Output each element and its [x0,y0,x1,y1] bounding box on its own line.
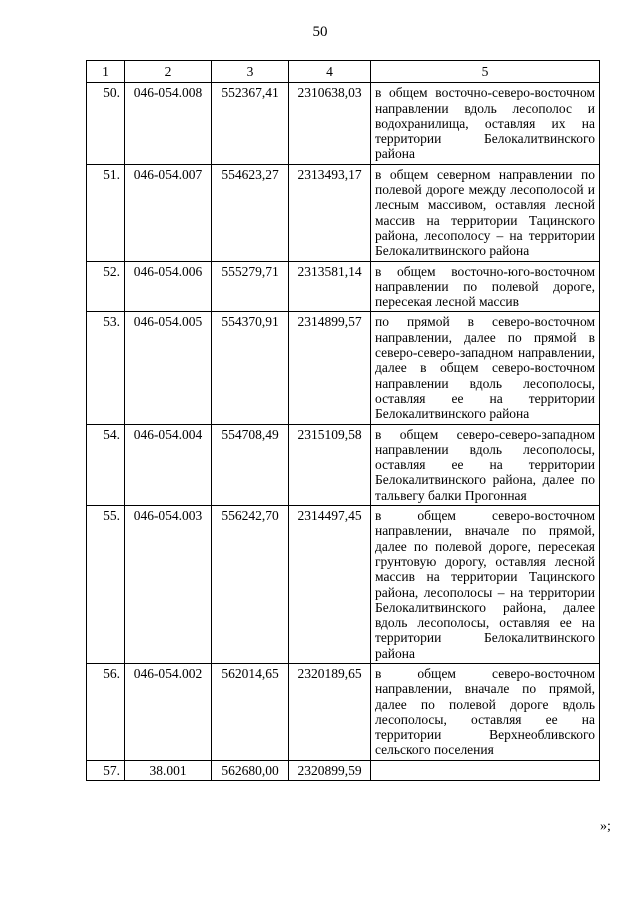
point-id: 046-054.002 [125,663,212,760]
header-cell: 2 [125,61,212,83]
boundary-table [86,60,600,781]
coordinate-y: 2310638,03 [289,83,371,164]
table-header-row [87,61,600,83]
coordinate-y: 2313493,17 [289,164,371,261]
coordinate-y: 2320899,59 [289,760,371,780]
coordinate-y: 2315109,58 [289,424,371,505]
boundary-description: в общем северо-северо-западном направлении вдоль лесополосы, оставляя ее на территории Белокалитвинского района, далее по тальвегу балки Прогонная [371,424,600,505]
row-number: 57. [87,760,125,780]
table-row [87,424,600,505]
row-number: 56. [87,663,125,760]
table-row [87,506,600,664]
boundary-description: в общем северо-восточном направлении, вначале по прямой, далее по полевой дороге, пересекая грунтовую дорогу, оставляя лесной массив на территории Тацинского района, лесополосы – на территории Белокалитвинского района, далее вдоль лесополосы, оставляя ее на территории Белокалитвинского района [371,506,600,664]
coordinate-x: 554370,91 [212,312,289,424]
row-number: 55. [87,506,125,664]
coordinate-x: 555279,71 [212,261,289,312]
coordinate-y: 2314497,45 [289,506,371,664]
coordinate-x: 554708,49 [212,424,289,505]
boundary-description [371,760,600,780]
point-id: 046-054.007 [125,164,212,261]
point-id: 046-054.006 [125,261,212,312]
table-row [87,312,600,424]
table-row [87,760,600,780]
coordinate-x: 556242,70 [212,506,289,664]
row-number: 51. [87,164,125,261]
point-id: 046-054.005 [125,312,212,424]
table-row [87,164,600,261]
boundary-description: в общем северном направлении по полевой дороге между лесополосой и лесным массивом, оставляя лесной массив на территории Тацинского района, лесополосу – на территории Белокалитвинского района [371,164,600,261]
coordinate-y: 2314899,57 [289,312,371,424]
closing-quote-mark: »; [600,819,611,834]
coordinate-y: 2320189,65 [289,663,371,760]
coordinate-x: 562680,00 [212,760,289,780]
header-cell: 1 [87,61,125,83]
row-number: 53. [87,312,125,424]
header-cell: 3 [212,61,289,83]
table-row [87,83,600,164]
point-id: 38.001 [125,760,212,780]
row-number: 52. [87,261,125,312]
point-id: 046-054.004 [125,424,212,505]
coordinate-x: 552367,41 [212,83,289,164]
coordinate-x: 562014,65 [212,663,289,760]
row-number: 54. [87,424,125,505]
coordinate-x: 554623,27 [212,164,289,261]
boundary-description: в общем восточно-юго-восточном направлении по полевой дороге, пересекая лесной массив [371,261,600,312]
point-id: 046-054.003 [125,506,212,664]
table-row [87,261,600,312]
table-row [87,663,600,760]
coordinate-y: 2313581,14 [289,261,371,312]
boundary-description: по прямой в северо-восточном направлении, далее по прямой в северо-северо-западном направлении, далее в общем северо-восточном направлении вдоль лесополосы, оставляя ее на территории Белокалитвинского района [371,312,600,424]
boundary-description: в общем северо-восточном направлении, вначале по прямой, далее по полевой дороге вдоль лесополосы, оставляя ее на территории Верхнеобливского сельского поселения [371,663,600,760]
boundary-description: в общем восточно-северо-восточном направлении вдоль лесополос и водохранилища, оставляя их на территории Белокалитвинского района [371,83,600,164]
page-number: 50 [312,24,328,40]
point-id: 046-054.008 [125,83,212,164]
header-cell: 4 [289,61,371,83]
header-cell: 5 [371,61,600,83]
row-number: 50. [87,83,125,164]
